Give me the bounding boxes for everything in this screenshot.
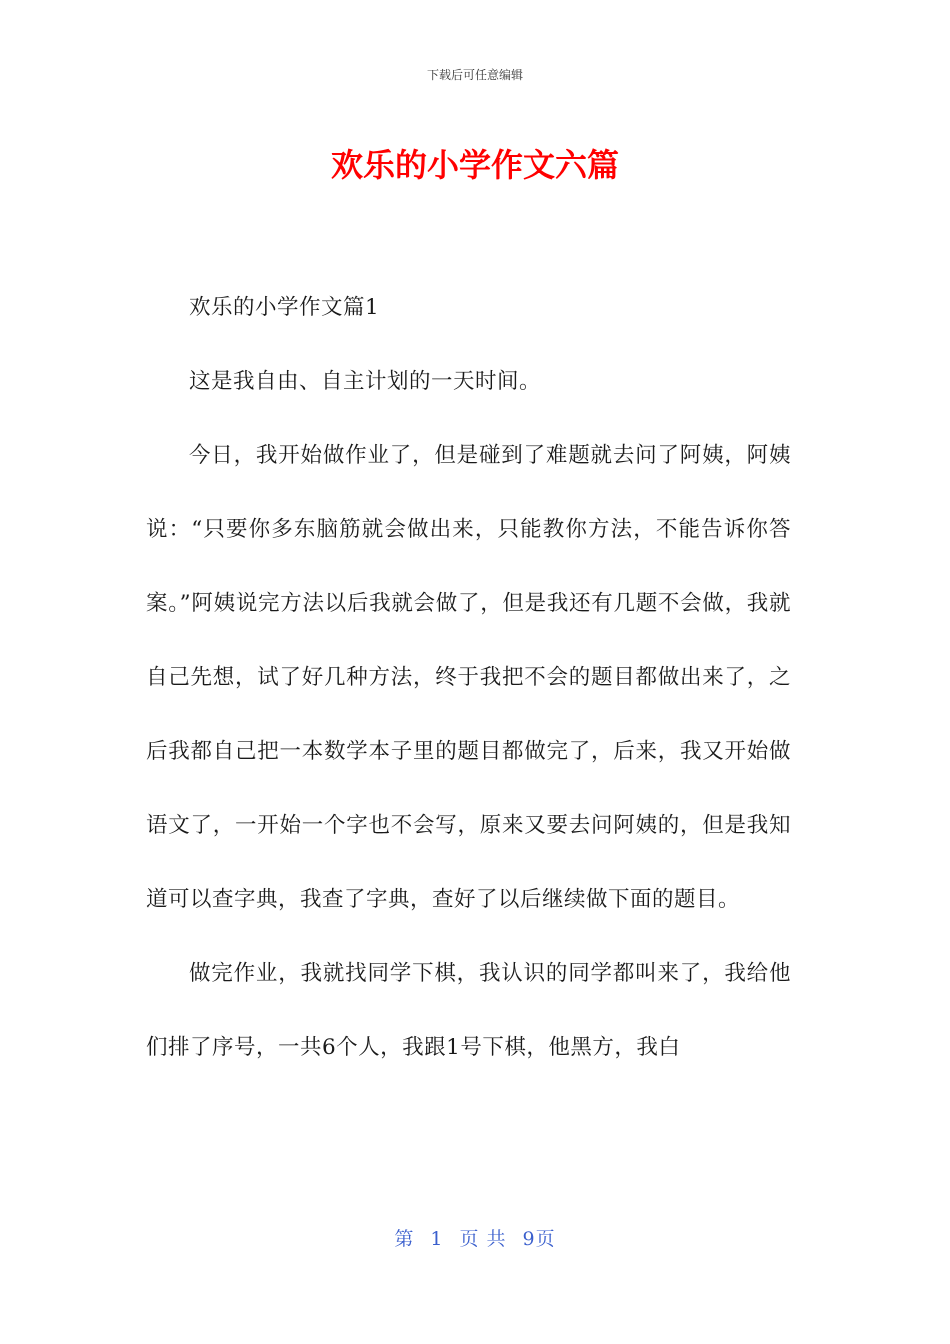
page-footer <box>0 1225 950 1253</box>
paragraph: 今日，我开始做作业了，但是碰到了难题就去问了阿姨，阿姨说：“只要你多东脑筋就会做出来，只能教你方法，不能告诉你答案。”阿姨说完方法以后我就会做了，但是我还有几题不会做，我就自己先想，试了好几种方法，终于我把不会的题目都做出来了，之后我都自己把一本数学本子里的题目都做完了，后来，我又开始做语文了，一开始一个字也不会写，原来又要去问阿姨的，但是我知道可以查字典，我查了字典，查好了以后继续做下面的题目。 <box>146 443 791 912</box>
paragraph: 做完作业，我就找同学下棋，我认识的同学都叫来了，我给他们排了序号，一共6个人，我跟1号下棋，他黑方，我白 <box>146 961 791 1060</box>
footer-prefix: 第 <box>394 1228 415 1250</box>
section-heading: 欢乐的小学作文篇1 <box>189 295 380 320</box>
footer-mid: 页 共 <box>459 1228 507 1250</box>
document-title: 欢乐的小学作文六篇 <box>330 146 619 184</box>
document-body <box>146 271 791 1085</box>
footer-current-page: 1 <box>430 1228 444 1250</box>
footer-total-pages: 9页 <box>522 1228 556 1250</box>
page-header-note: 下载后可任意编辑 <box>426 68 523 82</box>
paragraph: 这是我自由、自主计划的一天时间。 <box>189 369 542 394</box>
